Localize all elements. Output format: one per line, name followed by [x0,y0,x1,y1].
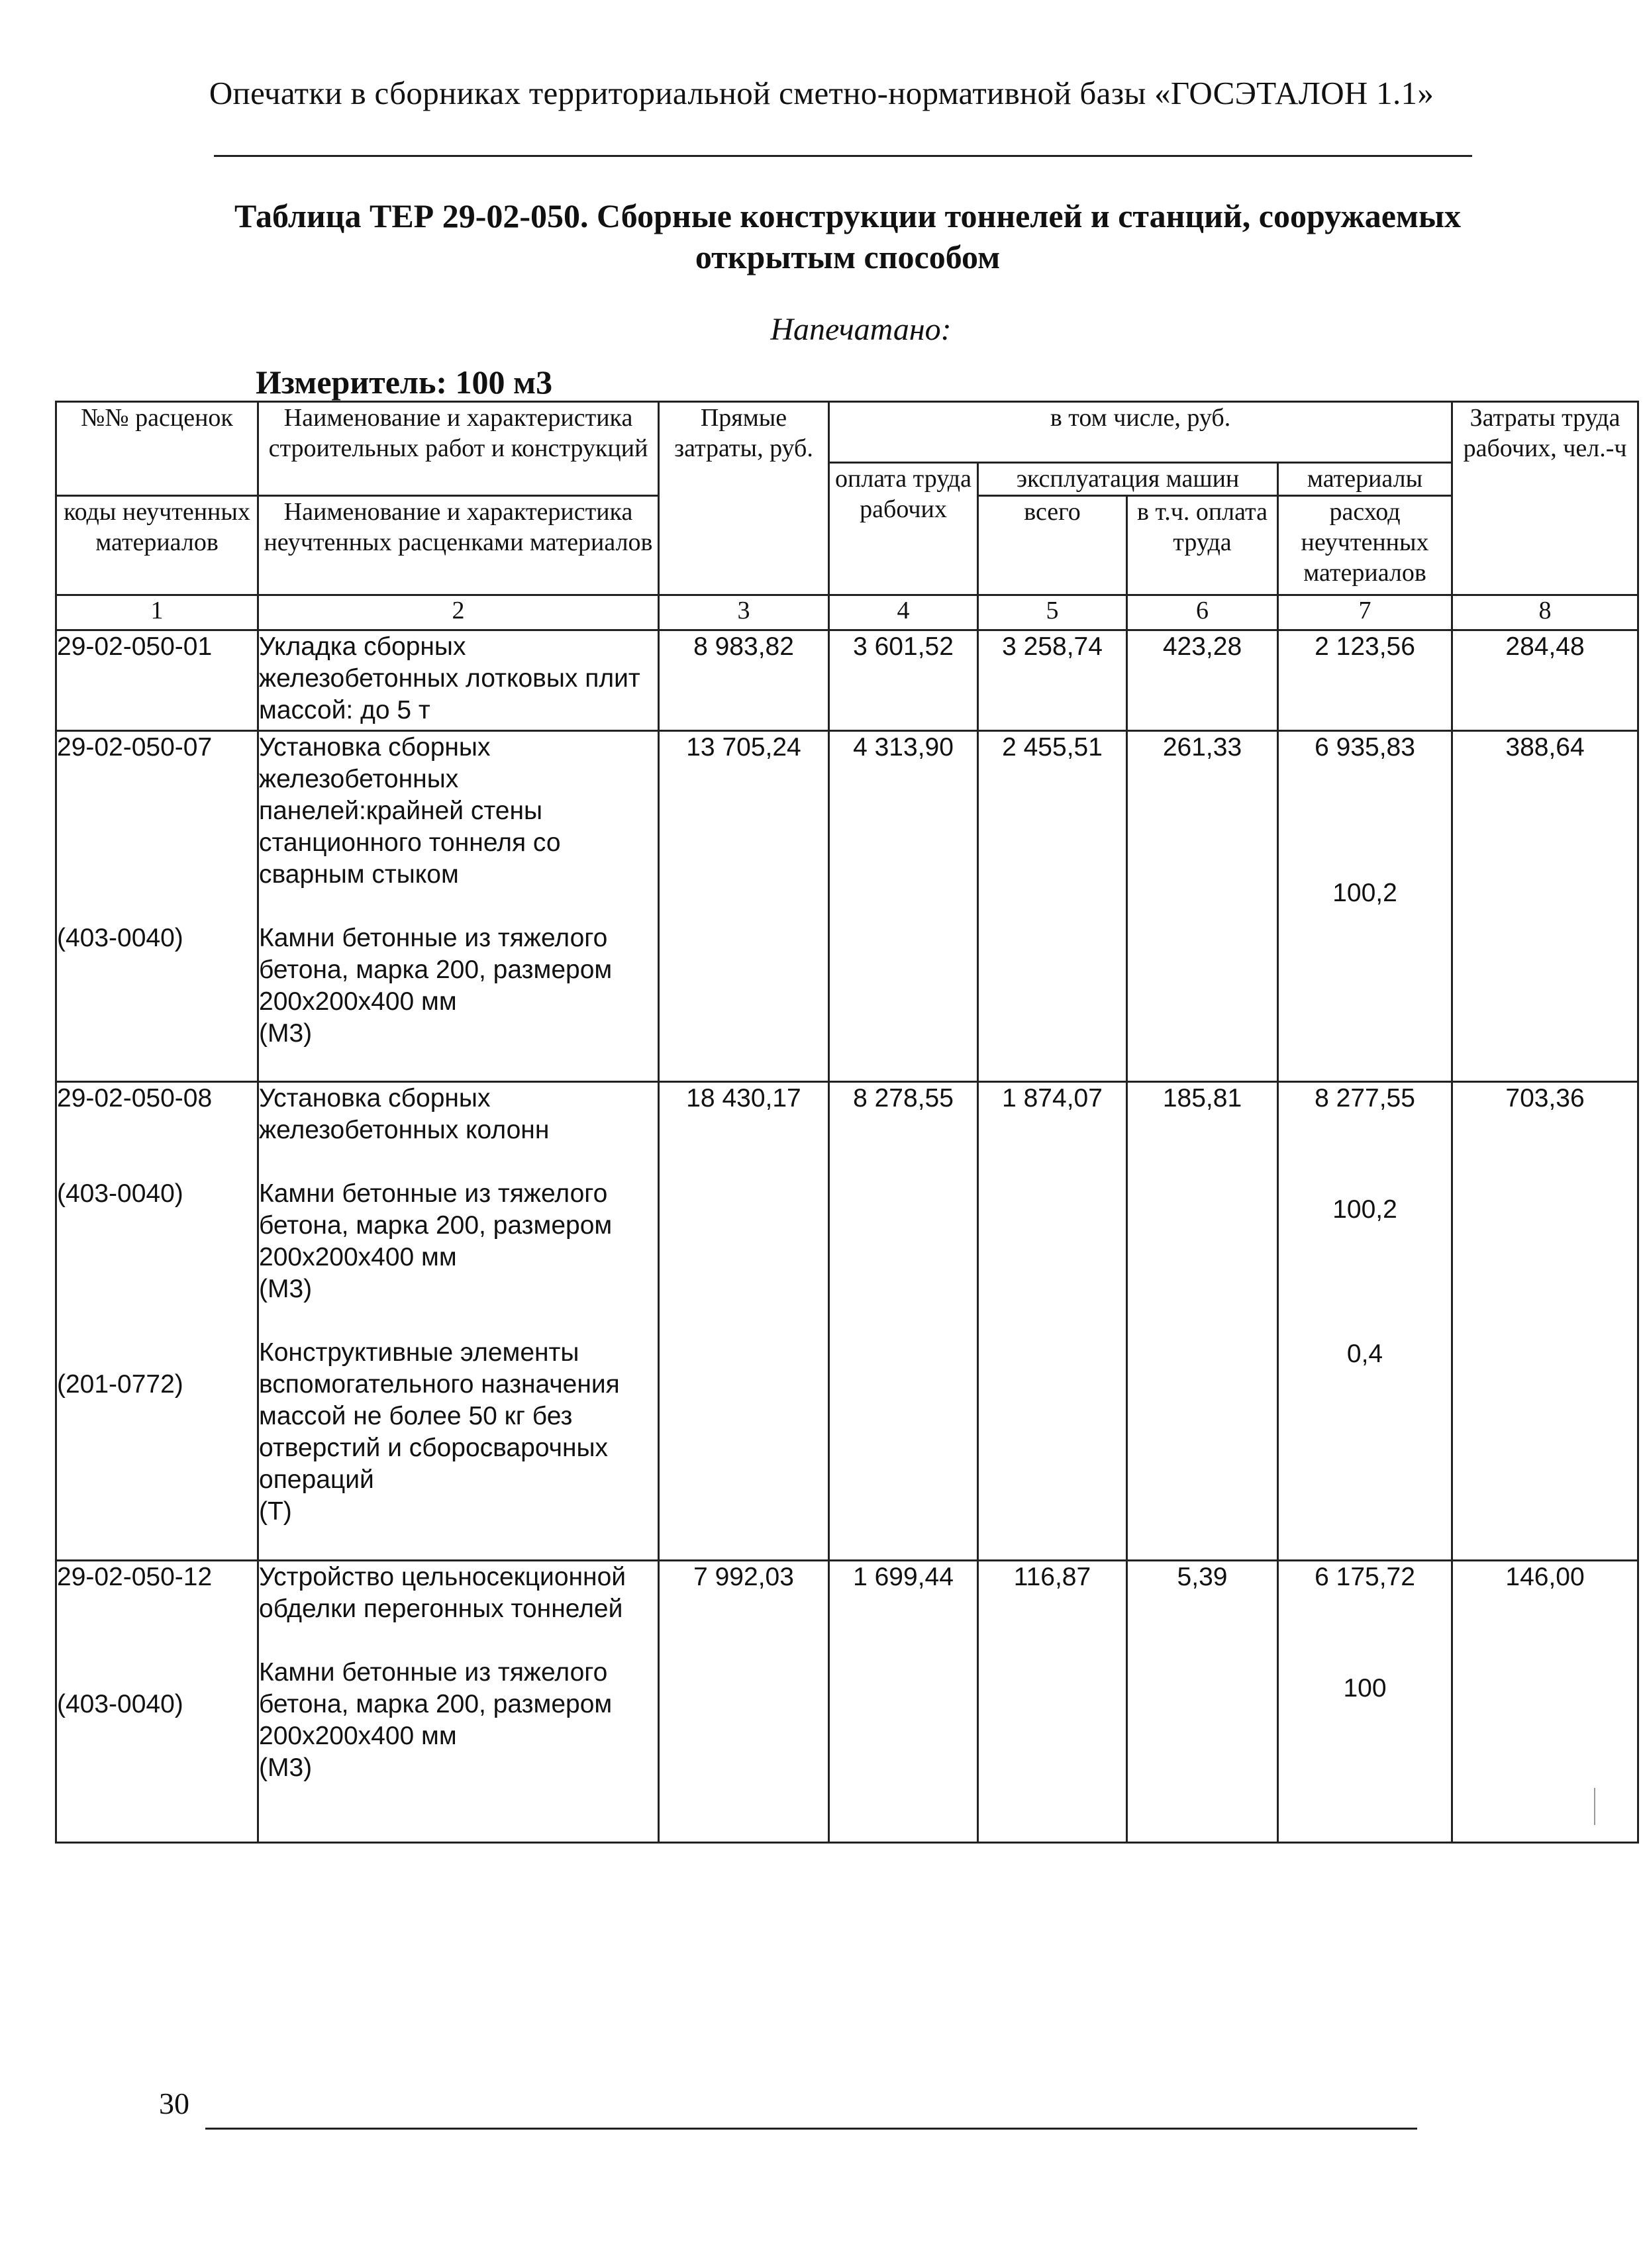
rate-code: 29-02-050-07 [57,733,213,762]
footer-rule [205,2128,1417,2130]
header-machines-total: всего [978,496,1127,595]
direct-costs: 7 992,03 [659,1561,829,1843]
machines-labor: 5,39 [1127,1561,1278,1843]
header-rate-number: №№ расценок [56,402,258,496]
labor-hours: 146,00 [1452,1561,1638,1843]
header-rule [214,155,1472,157]
materials-cell [1278,731,1452,1082]
material-name: Конструктивные элементы вспомогательного назначения массой не более 50 кг без отверстий и сборосварочных операций [259,1338,620,1494]
table-row [56,1561,1638,1843]
machines-labor: 261,33 [1127,731,1278,1082]
material-name: Камни бетонные из тяжелого бетона, марка 200, размером 200х200х400 мм [259,1658,613,1750]
table-row [56,1082,1638,1561]
labor-hours: 388,64 [1452,731,1638,1082]
machines-total: 2 455,51 [978,731,1127,1082]
material-consumption: 100,2 [1332,1195,1397,1224]
materials-cost: 6 935,83 [1315,733,1415,762]
column-number: 1 [56,595,258,630]
column-number: 4 [829,595,978,630]
header-material-codes: коды неучтенных материалов [56,496,258,595]
rate-code-cell [56,1082,258,1561]
machines-total: 1 874,07 [978,1082,1127,1561]
labor-hours: 284,48 [1452,630,1638,731]
materials-cost: 6 175,72 [1315,1563,1415,1591]
rate-code: 29-02-050-08 [57,1084,213,1112]
table-row [56,630,1638,731]
material-code: (403-0040) [57,1179,183,1208]
labor-hours: 703,36 [1452,1082,1638,1561]
material-consumption: 100,2 [1332,879,1397,907]
page-number: 30 [159,2087,189,2120]
header-machines-labor: в т.ч. оплата труда [1127,496,1278,595]
header-materials: материалы [1278,463,1452,496]
material-name: Камни бетонные из тяжелого бетона, марка 200, размером 200х200х400 мм [259,1179,613,1271]
rate-code: 29-02-050-01 [56,630,258,731]
material-code: (201-0772) [57,1370,183,1399]
column-number: 3 [659,595,829,630]
direct-costs: 18 430,17 [659,1082,829,1561]
running-header: Опечатки в сборниках территориальной сметно-нормативной базы «ГОСЭТАЛОН 1.1» [209,75,1434,111]
column-number: 7 [1278,595,1452,630]
material-name: Камни бетонные из тяжелого бетона, марка 200, размером 200х200х400 мм [259,924,613,1016]
labor-pay: 3 601,52 [829,630,978,731]
machines-total: 3 258,74 [978,630,1127,731]
column-number: 8 [1452,595,1638,630]
table-title [199,195,1497,277]
material-unit: (М3) [259,1275,313,1303]
machines-total: 116,87 [978,1561,1127,1843]
material-unit: (М3) [259,1753,313,1782]
work-name-cell [258,731,659,1082]
column-number: 5 [978,595,1127,630]
header-labor-pay: оплата труда рабочих [829,463,978,595]
material-consumption: 0,4 [1346,1340,1383,1368]
scan-mark [1594,1788,1595,1825]
header-material-consumption: расход неучтенных материалов [1278,496,1452,595]
machines-labor: 423,28 [1127,630,1278,731]
column-number-row [56,595,1638,630]
header-direct-costs: Прямые затраты, руб. [659,402,829,595]
material-code: (403-0040) [57,1690,183,1718]
column-number: 6 [1127,595,1278,630]
table-row [56,731,1638,1082]
material-unit: (Т) [259,1497,292,1526]
work-name: Установка сборных железобетонных колонн [259,1084,550,1144]
work-name: Устройство цельносекционной обделки перегонных тоннелей [259,1563,626,1623]
rate-code-cell [56,1561,258,1843]
direct-costs: 8 983,82 [659,630,829,731]
materials-cost: 2 123,56 [1278,630,1452,731]
labor-pay: 8 278,55 [829,1082,978,1561]
column-number: 2 [258,595,659,630]
work-name: Укладка сборных железобетонных лотковых плит массой: до 5 т [258,630,659,731]
header-including: в том числе, руб. [829,402,1452,463]
materials-cell [1278,1082,1452,1561]
header-work-name: Наименование и характеристика строительных работ и конструкций [258,402,659,496]
labor-pay: 4 313,90 [829,731,978,1082]
table-title-line-1: Таблица ТЕР 29-02-050. Сборные конструкции тоннелей и станций, сооружаемых [234,197,1462,234]
direct-costs: 13 705,24 [659,731,829,1082]
material-consumption: 100 [1343,1674,1387,1702]
header-row-1 [56,402,1638,463]
work-name-cell [258,1561,659,1843]
printed-label: Напечатано: [770,312,952,347]
table-title-line-2: открытым способом [695,238,1001,275]
unit-label: Измеритель: 100 м3 [256,364,553,401]
rate-code: 29-02-050-12 [57,1563,213,1591]
materials-cell [1278,1561,1452,1843]
rate-code-cell [56,731,258,1082]
material-code: (403-0040) [57,924,183,952]
rates-table [55,401,1639,1844]
labor-pay: 1 699,44 [829,1561,978,1843]
header-material-names: Наименование и характеристика неучтенных расценками материалов [258,496,659,595]
work-name: Установка сборных железобетонных панелей:крайней стены станционного тоннеля со сварным стыком [259,733,561,889]
header-labor-hours: Затраты труда рабочих, чел.-ч [1452,402,1638,595]
machines-labor: 185,81 [1127,1082,1278,1561]
header-machines: эксплуатация машин [978,463,1278,496]
materials-cost: 8 277,55 [1315,1084,1415,1112]
work-name-cell [258,1082,659,1561]
material-unit: (М3) [259,1019,313,1048]
